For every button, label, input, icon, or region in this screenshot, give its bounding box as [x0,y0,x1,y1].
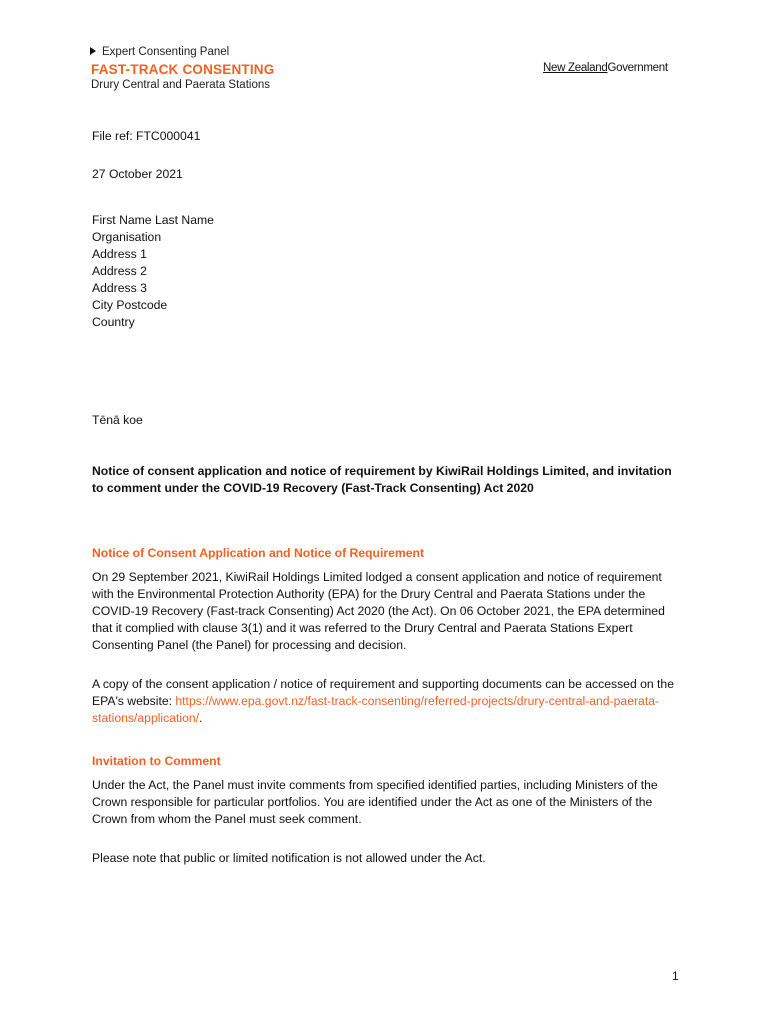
project-subtitle: Drury Central and Paerata Stations [91,79,270,91]
section-heading-invitation: Invitation to Comment [92,754,221,768]
paragraph-documents: A copy of the consent application / notice of requirement and supporting documents can be accessed on the EPA's website: https://www.epa.govt.nz/fast-track-consenting/referred-projects/drury-central-and-paerata-stations/application/. [92,677,674,725]
recipient-address [92,212,214,331]
play-triangle-icon [90,47,96,55]
epa-application-link[interactable]: https://www.epa.govt.nz/fast-track-consenting/referred-projects/drury-central-and-paerata-stations/application/ [92,694,660,725]
letter-subject: Notice of consent application and notice of requirement by KiwiRail Holdings Limited, and invitation to comment under the COVID-19 Recovery (Fast-Track Consenting) Act 2020 [92,464,672,495]
paragraph-invitation: Under the Act, the Panel must invite comments from specified identified parties, including Ministers of the Crown responsible for particular portfolios. You are identified under the Act as one of the Ministers of the Crown from whom the Panel must seek comment. [92,778,658,826]
nz-government-logo: New ZealandGovernment [543,62,668,74]
address-line: City Postcode [92,298,168,312]
paragraph-notification: Please note that public or limited notification is not allowed under the Act. [92,851,486,865]
address-line: Address 2 [92,264,147,278]
address-line: Country [92,315,135,329]
letter-date: 27 October 2021 [92,167,183,181]
file-reference: File ref: FTC000041 [92,129,201,143]
address-line: Address 1 [92,247,147,261]
panel-label: Expert Consenting Panel [90,46,229,58]
address-line: Address 3 [92,281,147,295]
section-heading-notice: Notice of Consent Application and Notice of Requirement [92,546,425,560]
address-line: First Name Last Name [92,213,214,227]
greeting: Tēnā koe [92,413,143,427]
paragraph-lodgement: On 29 September 2021, KiwiRail Holdings Limited lodged a consent application and notice of requirement with the Environmental Protection Authority (EPA) for the Drury Central and Paerata Stations under the COVID-19 Recovery (Fast-track Consenting) Act 2020 (the Act). On 06 October 2021, the EPA determined that it complied with clause 3(1) and it was referred to the Drury Central and Paerata Stations Expert Consenting Panel (the Panel) for processing and decision. [92,570,665,652]
address-line: Organisation [92,230,162,244]
page-number: 1 [672,969,679,983]
brand-title: FAST-TRACK CONSENTING [91,62,275,77]
